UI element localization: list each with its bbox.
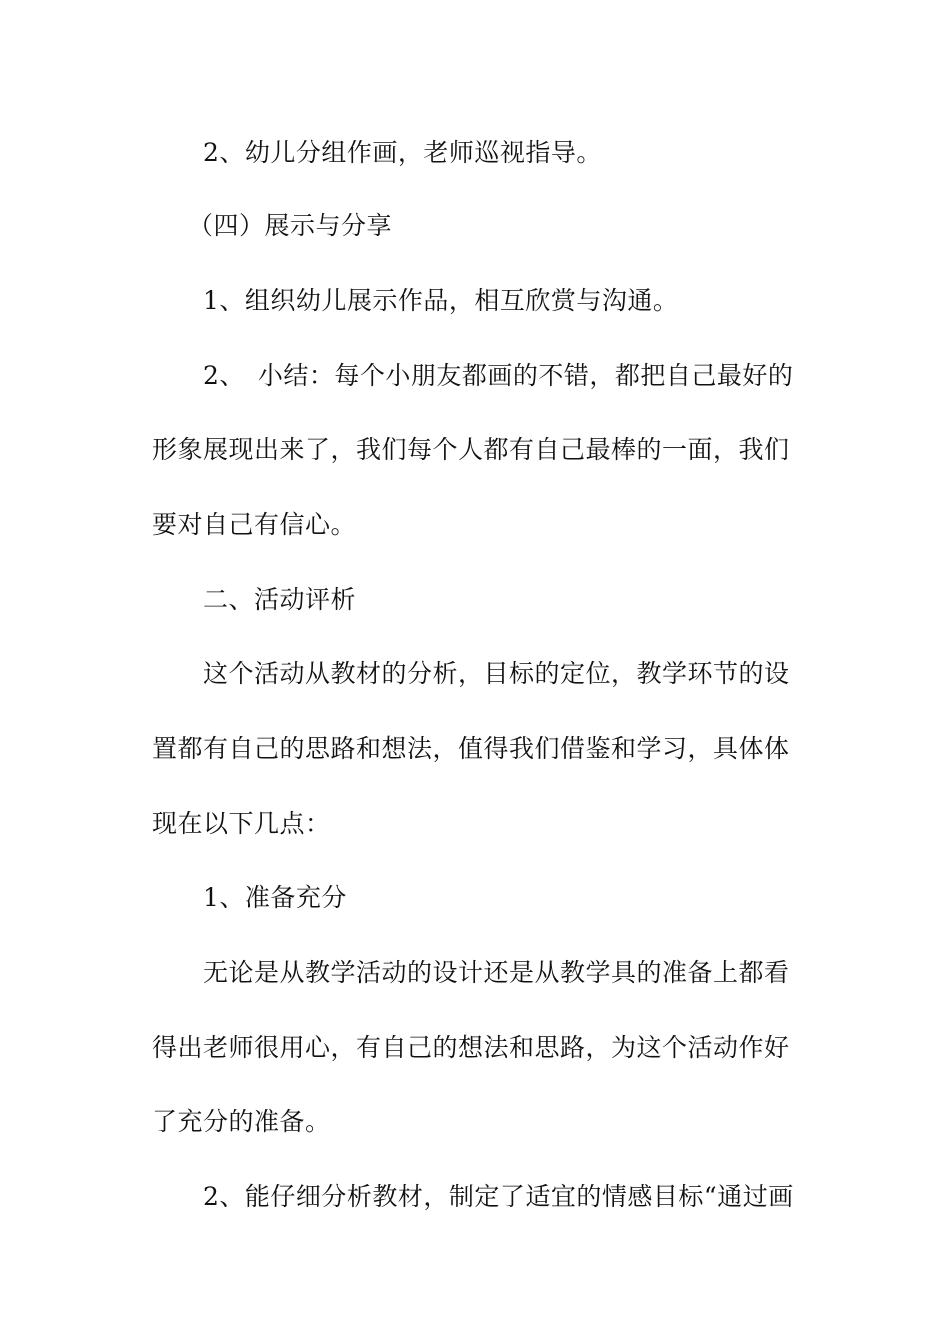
paragraph-line: 这个活动从教材的分析，目标的定位，教学环节的设: [203, 659, 790, 688]
paragraph-line: 2、 小结：每个小朋友都画的不错，都把自己最好的: [203, 361, 794, 390]
section-heading: 二、活动评析: [203, 585, 357, 614]
paragraph-line: 无论是从教学活动的设计还是从教学具的准备上都看: [203, 958, 790, 987]
paragraph-line: 现在以下几点：: [152, 809, 331, 838]
paragraph-line: 要对自己有信心。: [152, 510, 357, 539]
paragraph-line: 形象展现出来了，我们每个人都有自己最棒的一面，我们: [152, 435, 790, 464]
section-heading: （四）展示与分享: [188, 211, 393, 240]
subsection-heading: 1、准备充分: [203, 883, 347, 912]
paragraph-line: 1、组织幼儿展示作品，相互欣赏与沟通。: [203, 286, 679, 315]
paragraph-line: 置都有自己的思路和想法，值得我们借鉴和学习，具体体: [152, 734, 790, 763]
paragraph-line: 得出老师很用心，有自己的想法和思路，为这个活动作好: [152, 1033, 790, 1062]
paragraph-line: 2、能仔细分析教材，制定了适宜的情感目标“通过画: [203, 1182, 794, 1211]
paragraph-line: 了充分的准备。: [152, 1107, 331, 1136]
paragraph-line: 2、幼儿分组作画，老师巡视指导。: [203, 138, 602, 167]
